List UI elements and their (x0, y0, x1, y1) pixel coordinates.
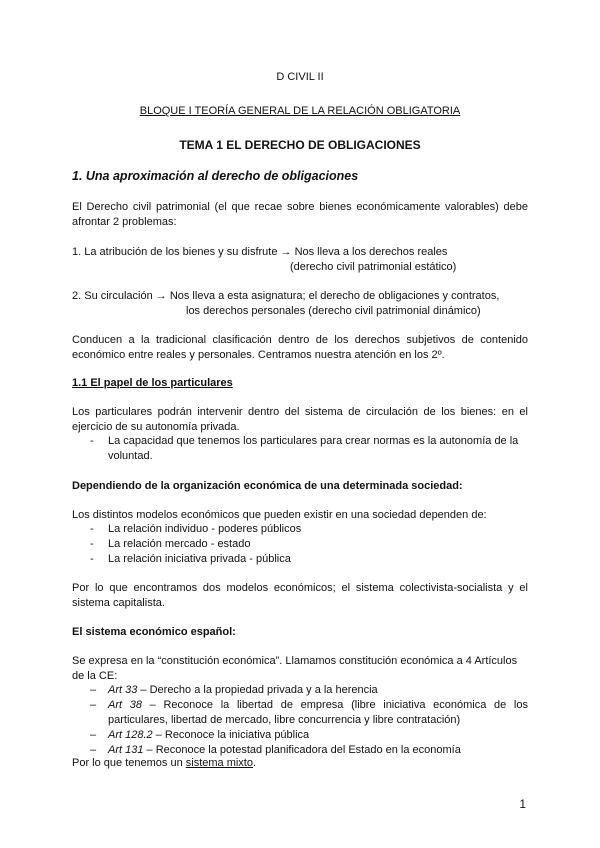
spain-para: Se expresa en la “constitución económica”. Llamamos constitución económica a 4 Artículos de la CE: (72, 655, 518, 682)
list-item: - La relación iniciativa privada - pública (90, 553, 291, 565)
list-item: - La relación mercado - estado (90, 538, 251, 550)
section-1-1-para: Los particulares podrán intervenir dentro del sistema de circulación de los bienes: en el ejercicio de su autonomía privada. (72, 406, 528, 433)
page-number: 1 (519, 797, 526, 811)
list-item: – Art 38 – Reconoce la libertad de empresa (libre iniciativa económica de los particulares, libertad de mercado, libre concurrencia y libre contratación) (90, 699, 528, 726)
point-2-line-1: 2. Su circulación → Nos lleva a esta asignatura; el derecho de obligaciones y contratos, (72, 290, 500, 302)
list-item: – Art 131 – Reconoce la potestad planificadora del Estado en la economía (90, 744, 461, 756)
block-title: BLOQUE I TEORÍA GENERAL DE LA RELACIÓN OBLIGATORIA (139, 105, 461, 117)
articles-list (72, 683, 528, 758)
org-heading: Dependiendo de la organización económica de una determinada sociedad: (72, 480, 463, 492)
list-item: – Art 128.2 – Reconoce la iniciativa pública (90, 729, 310, 741)
section-1-1-list (72, 434, 528, 464)
section-1-heading: 1. Una aproximación al derecho de obligaciones (72, 169, 359, 183)
point-2-line-2: los derechos personales (derecho civil patrimonial dinámico) (186, 305, 481, 317)
article-ref: Art 38 (108, 699, 142, 711)
topic-title: TEMA 1 EL DERECHO DE OBLIGACIONES (179, 138, 421, 152)
point-1-line-2: (derecho civil patrimonial estático) (290, 261, 457, 273)
list-item: – Art 33 – Derecho a la propiedad privada y a la herencia (90, 684, 378, 696)
section-1-conclusion: Conducen a la tradicional clasificación dentro de los derechos subjetivos de contenido económico entre reales y personales. Centramos nuestra atención en los 2º. (72, 334, 528, 361)
article-ref: Art 33 (108, 684, 138, 696)
article-ref: Art 128.2 (108, 729, 153, 741)
section-1-1-heading: 1.1 El papel de los particulares (72, 377, 233, 389)
org-list (72, 522, 528, 567)
spain-heading: El sistema económico español: (72, 626, 236, 638)
sistema-mixto-text: sistema mixto (185, 757, 253, 769)
section-1-intro: El Derecho civil patrimonial (el que recae sobre bienes económicamente valorables) debe afrontar 2 problemas: (72, 201, 528, 228)
list-item: - La relación individuo - poderes públicos (90, 523, 302, 535)
course-title: D CIVIL II (276, 71, 324, 83)
list-item: - La capacidad que tenemos los particulares para crear normas es la autonomía de la voluntad. (90, 435, 519, 462)
org-conclusion: Por lo que encontramos dos modelos económicos; el sistema colectivista-socialista y el sistema capitalista. (72, 582, 528, 609)
spain-closing: Por lo que tenemos un sistema mixto. (72, 757, 257, 769)
point-1-line-1: 1. La atribución de los bienes y su disfrute → Nos lleva a los derechos reales (72, 246, 448, 258)
org-para: Los distintos modelos económicos que pueden existir en una sociedad dependen de: (72, 509, 487, 521)
article-ref: Art 131 (108, 744, 144, 756)
list-dash: - (90, 435, 94, 447)
